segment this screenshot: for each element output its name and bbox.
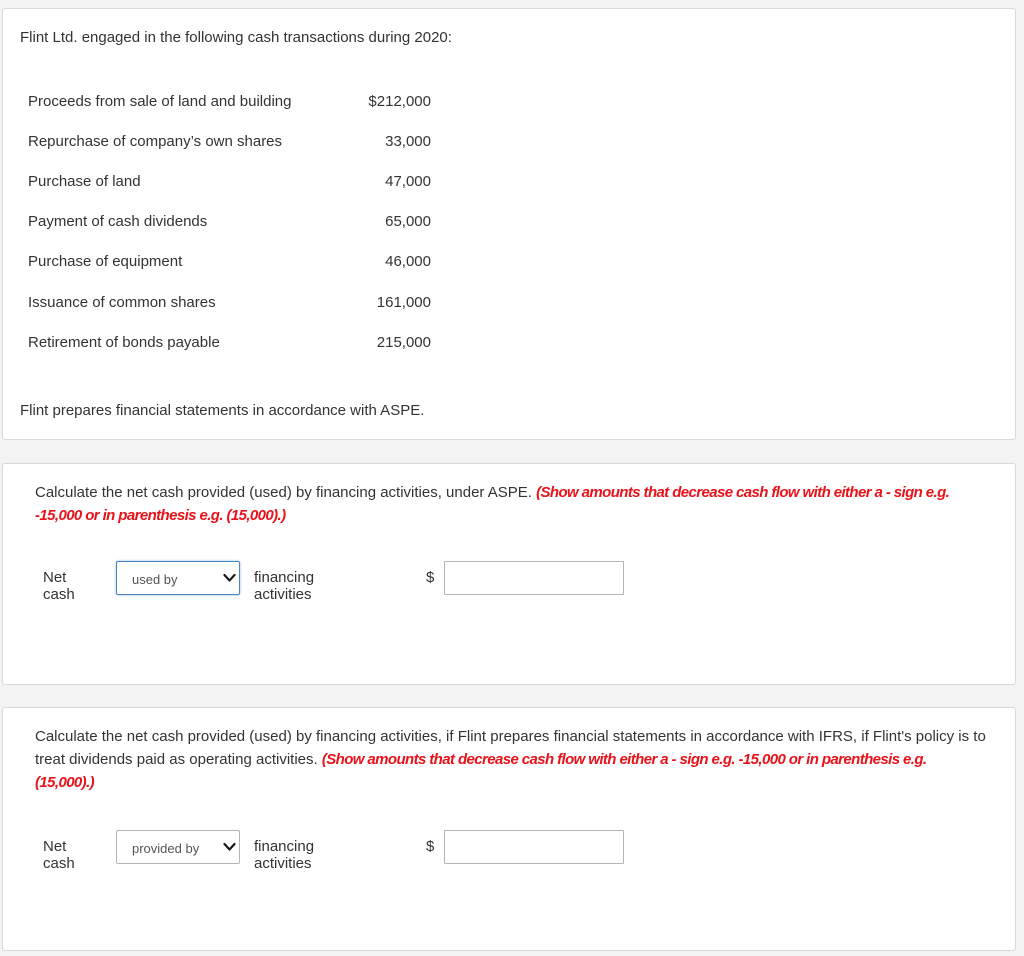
- part-a-question-text: Calculate the net cash provided (used) by financing activities, under ASPE.: [35, 484, 532, 501]
- transaction-label: Purchase of equipment: [28, 253, 183, 271]
- transaction-label: Proceeds from sale of land and building: [28, 92, 292, 110]
- transaction-label: Purchase of land: [28, 172, 141, 190]
- amount-input[interactable]: [444, 830, 624, 864]
- currency-symbol: $: [426, 838, 435, 855]
- table-row: [28, 322, 431, 362]
- part-b-question: [35, 725, 987, 794]
- selected-option: used by: [132, 572, 178, 587]
- chevron-down-icon: [223, 842, 236, 852]
- transaction-label: Issuance of common shares: [28, 293, 216, 311]
- net-cash-label: Net cash: [43, 838, 75, 872]
- transaction-label: Payment of cash dividends: [28, 213, 208, 231]
- part-a-instruction: (Show amounts that decrease cash flow with either a - sign e.g. -15,000 or in parenthesis e.g. (15,000).): [35, 484, 950, 524]
- amount-input[interactable]: [444, 561, 624, 595]
- problem-intro: Flint Ltd. engaged in the following cash transactions during 2020:: [20, 29, 452, 46]
- problem-panel: [2, 8, 1016, 440]
- part-a-question: [35, 481, 987, 527]
- financing-activities-label: financing activities: [254, 838, 315, 872]
- part-a-panel: [2, 463, 1016, 685]
- table-row: [28, 242, 431, 282]
- net-cash-label: Net cash: [43, 569, 75, 603]
- transaction-amount: 47,000: [385, 172, 431, 190]
- transaction-amount: 65,000: [385, 213, 431, 231]
- aspe-note: Flint prepares financial statements in accordance with ASPE.: [20, 402, 425, 419]
- table-row: [28, 121, 431, 161]
- cash-direction-select[interactable]: [116, 830, 240, 864]
- transaction-amount: 161,000: [376, 293, 431, 311]
- transaction-amount: $212,000: [368, 92, 431, 110]
- selected-option: provided by: [132, 841, 200, 856]
- table-row: [28, 161, 431, 201]
- transaction-amount: 215,000: [376, 333, 431, 351]
- part-b-instruction: (Show amounts that decrease cash flow with either a - sign e.g. -15,000 or in parenthesis e.g. (15,000).): [35, 751, 927, 791]
- part-b-panel: [2, 707, 1016, 951]
- cash-direction-select[interactable]: [116, 561, 240, 595]
- currency-symbol: $: [426, 569, 435, 586]
- transactions-table: [28, 81, 431, 362]
- table-row: [28, 202, 431, 242]
- financing-activities-label: financing activities: [254, 569, 315, 603]
- chevron-down-icon: [223, 573, 236, 583]
- transaction-label: Retirement of bonds payable: [28, 333, 220, 351]
- transaction-amount: 33,000: [385, 132, 431, 150]
- part-b-question-text: Calculate the net cash provided (used) by financing activities, if Flint prepares financial statements in accordance with IFRS, if Flint's policy is to treat dividends paid as operating activities.: [35, 728, 986, 768]
- transaction-label: Repurchase of company’s own shares: [28, 132, 283, 150]
- transaction-amount: 46,000: [385, 253, 431, 271]
- table-row: [28, 282, 431, 322]
- table-row: [28, 81, 431, 121]
